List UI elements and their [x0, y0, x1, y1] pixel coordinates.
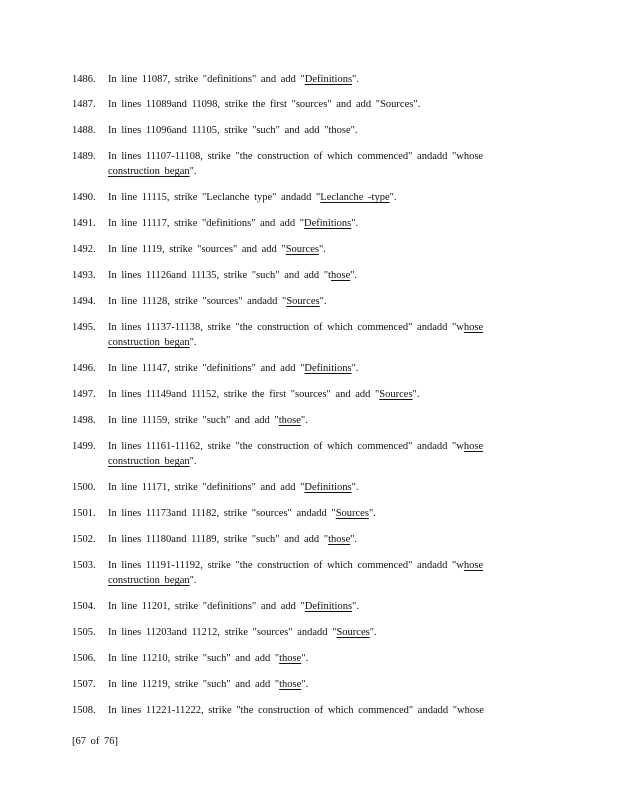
inserted-text: Leclanche -type [320, 192, 390, 203]
amendment-number: 1486. [72, 74, 96, 85]
inserted-text: Definitions [304, 482, 352, 493]
amendment-instruction: In line 1119, strike "sources" and add " [108, 244, 286, 255]
amendment-text [108, 242, 523, 257]
amendment-number: 1505. [72, 627, 96, 638]
amendment-instruction: In line 11117, strike "definitions" and add " [108, 218, 304, 229]
amendment-item [72, 97, 542, 112]
closing-quote: ". [351, 363, 359, 374]
amendment-number: 1495. [72, 322, 96, 333]
amendment-instruction: In lines 11149and 11152, strike the first "sources" and add " [108, 389, 380, 400]
amendment-item [72, 387, 542, 402]
amendment-text [108, 320, 523, 350]
amendment-number: 1498. [72, 415, 96, 426]
amendment-instruction: In lines 11191-11192, strike "the construction of which commenced" andadd "w [108, 560, 464, 571]
amendment-number: 1493. [72, 270, 96, 281]
amendment-item [72, 294, 542, 309]
amendment-instruction: In line 11171, strike "definitions" and add " [108, 482, 305, 493]
inserted-text: Sources [379, 389, 413, 400]
amendment-text [108, 268, 523, 283]
inserted-text: Definitions [304, 363, 352, 374]
closing-quote: ". [352, 74, 359, 85]
amendment-number: 1499. [72, 441, 96, 452]
amendment-instruction: In line 11128, strike "sources" andadd " [108, 296, 287, 307]
amendment-number: 1497. [72, 389, 96, 400]
amendment-number: 1492. [72, 244, 96, 255]
amendment-text [108, 703, 523, 718]
amendment-number: 1506. [72, 653, 96, 664]
amendment-text [108, 387, 523, 402]
amendment-text [108, 677, 523, 692]
amendment-item [72, 506, 542, 521]
amendment-text [108, 413, 523, 428]
closing-quote: ". [368, 508, 376, 519]
closing-quote: ". [350, 534, 358, 545]
inserted-text: hose [330, 270, 351, 281]
amendment-instruction: In lines 11137-11138, strike "the construction of which commenced" andadd "w [108, 322, 464, 333]
amendment-text [108, 506, 523, 521]
inserted-text: Sources [286, 296, 320, 307]
amendment-item [72, 625, 542, 640]
amendment-text [108, 651, 523, 666]
amendment-number: 1501. [72, 508, 96, 519]
amendment-text [108, 97, 523, 112]
closing-quote: ". [369, 627, 377, 638]
closing-quote: ". [301, 679, 309, 690]
amendment-number: 1503. [72, 560, 96, 571]
inserted-text: Sources [336, 627, 370, 638]
amendment-number: 1502. [72, 534, 96, 545]
page-number: [67 of 76] [72, 736, 118, 747]
amendment-instruction: In lines 11161-11162, strike "the construction of which commenced" andadd "w [108, 441, 464, 452]
amendment-text [108, 532, 523, 547]
inserted-text: those [279, 679, 302, 690]
amendment-instruction: In lines 11221-11222, strike "the construction of which commenced" andadd "whose [108, 705, 484, 716]
amendment-item [72, 149, 542, 179]
amendment-item [72, 558, 542, 588]
closing-quote: ". [189, 575, 197, 586]
amendment-number: 1488. [72, 125, 96, 136]
amendment-instruction: In line 11201, strike "definitions" and add " [108, 601, 305, 612]
amendment-instruction: In lines 11126and 11135, strike "such" and add "t [108, 270, 331, 281]
amendment-instruction: In line 11147, strike "definitions" and add " [108, 363, 305, 374]
amendment-text [108, 149, 523, 179]
amendment-list [72, 72, 542, 729]
closing-quote: ". [189, 166, 197, 177]
amendment-number: 1496. [72, 363, 96, 374]
amendment-text [108, 558, 523, 588]
amendment-item [72, 320, 542, 350]
amendment-item [72, 123, 542, 138]
amendment-item [72, 439, 542, 469]
amendment-number: 1487. [72, 99, 96, 110]
amendment-text [108, 294, 523, 309]
inserted-text: hose construction began [108, 560, 484, 586]
amendment-number: 1507. [72, 679, 96, 690]
amendment-instruction: In lines 11096and 11105, strike "such" and add "those". [108, 125, 358, 136]
amendment-instruction: In line 11087, strike "definitions" and add " [108, 74, 305, 85]
amendment-item [72, 532, 542, 547]
amendment-instruction: In line 11115, strike "Leclanche type" andadd " [108, 192, 321, 203]
amendment-item [72, 677, 542, 692]
amendment-text [108, 216, 523, 231]
amendment-text [108, 625, 523, 640]
inserted-text: those [279, 653, 302, 664]
amendment-instruction: In line 11159, strike "such" and add " [108, 415, 279, 426]
inserted-text: Sources [285, 244, 319, 255]
amendment-item [72, 72, 542, 87]
amendment-text [108, 599, 523, 614]
amendment-instruction: In lines 11173and 11182, strike "sources" andadd " [108, 508, 336, 519]
inserted-text: construction began [108, 166, 190, 177]
amendment-instruction: In line 11210, strike "such" and add " [108, 653, 280, 664]
closing-quote: ". [350, 270, 358, 281]
amendment-number: 1494. [72, 296, 96, 307]
closing-quote: ". [351, 482, 359, 493]
amendment-number: 1491. [72, 218, 96, 229]
amendment-number: 1504. [72, 601, 96, 612]
amendment-instruction: In lines 11107-11108, strike "the construction of which commenced" andadd "whose [108, 151, 484, 162]
amendment-item [72, 268, 542, 283]
amendment-text [108, 190, 523, 205]
closing-quote: ". [300, 415, 308, 426]
amendment-number: 1489. [72, 151, 96, 162]
amendment-text [108, 480, 523, 495]
inserted-text: Definitions [304, 74, 353, 85]
inserted-text: hose construction began [108, 322, 484, 348]
amendment-instruction: In lines 11180and 11189, strike "such" and add " [108, 534, 329, 545]
amendment-item [72, 413, 542, 428]
amendment-item [72, 599, 542, 614]
closing-quote: ". [412, 389, 420, 400]
closing-quote: ". [189, 456, 197, 467]
amendment-item [72, 190, 542, 205]
amendment-number: 1490. [72, 192, 96, 203]
amendment-item [72, 361, 542, 376]
amendment-text [108, 361, 523, 376]
inserted-text: those [328, 534, 351, 545]
inserted-text: hose construction began [108, 441, 484, 467]
closing-quote: ". [351, 218, 359, 229]
amendment-text [108, 123, 523, 138]
inserted-text: Definitions [304, 218, 352, 229]
closing-quote: ". [352, 601, 359, 612]
amendment-item [72, 703, 542, 718]
closing-quote: ". [389, 192, 397, 203]
amendment-instruction: In line 11219, strike "such" and add " [108, 679, 280, 690]
closing-quote: ". [319, 296, 327, 307]
inserted-text: those [278, 415, 301, 426]
amendment-item [72, 216, 542, 231]
amendment-item [72, 242, 542, 257]
amendment-number: 1500. [72, 482, 96, 493]
amendment-instruction: In lines 11203and 11212, strike "sources" andadd " [108, 627, 337, 638]
amendment-number: 1508. [72, 705, 96, 716]
amendment-item [72, 480, 542, 495]
amendment-item [72, 651, 542, 666]
amendment-text [108, 439, 523, 469]
closing-quote: ". [318, 244, 326, 255]
inserted-text: Definitions [304, 601, 353, 612]
amendment-text [108, 72, 523, 87]
closing-quote: ". [189, 337, 197, 348]
inserted-text: Sources [335, 508, 369, 519]
closing-quote: ". [301, 653, 309, 664]
amendment-instruction: In lines 11089and 11098, strike the first "sources" and add "Sources". [108, 99, 421, 110]
